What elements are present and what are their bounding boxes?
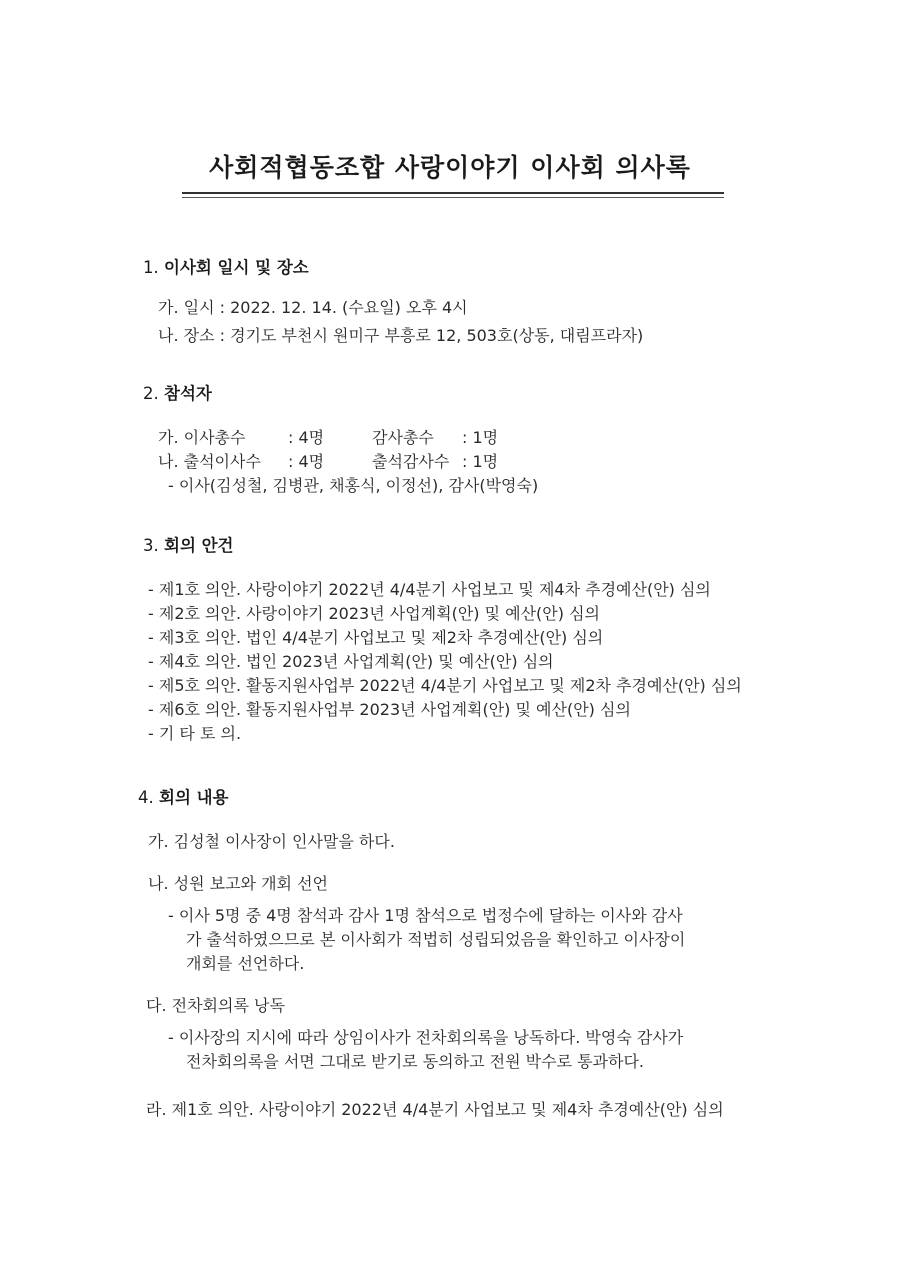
present-directors-value: : 4명 [288, 452, 325, 471]
agenda-item-5: - 제5호 의안. 활동지원사업부 2022년 4/4분기 사업보고 및 제2차 추경예산(안) 심의 [148, 676, 742, 695]
content-na-detail-line-2: 가 출석하였으므로 본 이사회가 적법히 성립되었음을 확인하고 이사장이 [186, 930, 686, 949]
document-title: 사회적협동조합 사랑이야기 이사회 의사록 [209, 153, 691, 182]
agenda-item-2: - 제2호 의안. 사랑이야기 2023년 사업계획(안) 및 예산(안) 심의 [148, 604, 600, 623]
section-1-heading [143, 258, 309, 278]
present-auditors-label: 출석감사수 [372, 452, 450, 471]
content-item-ra: 라. 제1호 의안. 사랑이야기 2022년 4/4분기 사업보고 및 제4차 추경예산(안) 심의 [146, 1100, 724, 1119]
content-na-detail-line-3: 개회를 선언하다. [186, 954, 305, 973]
section-4-title: 회의 내용 [159, 788, 229, 807]
content-item-na: 나. 성원 보고와 개회 선언 [148, 874, 328, 893]
title-underline [182, 192, 724, 194]
content-item-ga: 가. 김성철 이사장이 인사말을 하다. [148, 832, 395, 851]
agenda-item-other: - 기 타 토 의. [148, 724, 242, 743]
content-da-detail-line-2: 전차회의록을 서면 그대로 받기로 동의하고 전원 박수로 통과하다. [186, 1052, 645, 1071]
agenda-item-6: - 제6호 의안. 활동지원사업부 2023년 사업계획(안) 및 예산(안) 심의 [148, 700, 631, 719]
content-item-da: 다. 전차회의록 낭독 [146, 996, 285, 1015]
section-3-heading [143, 536, 234, 556]
content-da-detail-line-1: - 이사장의 지시에 따라 상임이사가 전차회의록을 낭독하다. 박영숙 감사가 [168, 1028, 684, 1047]
agenda-item-1: - 제1호 의안. 사랑이야기 2022년 4/4분기 사업보고 및 제4차 추경예산(안) 심의 [148, 580, 711, 599]
total-directors-value: : 4명 [288, 428, 325, 447]
section-1-title: 이사회 일시 및 장소 [164, 258, 309, 277]
section-2-title: 참석자 [164, 384, 212, 403]
present-directors-label: 나. 출석이사수 [158, 452, 261, 471]
meeting-date: 가. 일시 : 2022. 12. 14. (수요일) 오후 4시 [158, 298, 468, 317]
section-2-heading [143, 384, 212, 404]
total-auditors-value: : 1명 [462, 428, 499, 447]
total-directors-label: 가. 이사총수 [158, 428, 246, 447]
title-underline-secondary [182, 197, 724, 198]
present-auditors-value: : 1명 [462, 452, 499, 471]
agenda-item-4: - 제4호 의안. 법인 2023년 사업계획(안) 및 예산(안) 심의 [148, 652, 554, 671]
attendee-names: - 이사(김성철, 김병관, 채홍식, 이정선), 감사(박영숙) [168, 476, 539, 495]
section-4-number: 4. [138, 788, 154, 807]
section-3-number: 3. [143, 536, 159, 555]
meeting-place: 나. 장소 : 경기도 부천시 원미구 부흥로 12, 503호(상동, 대림프라자) [158, 326, 644, 345]
section-4-heading [138, 788, 229, 808]
section-2-number: 2. [143, 384, 159, 403]
agenda-item-3: - 제3호 의안. 법인 4/4분기 사업보고 및 제2차 추경예산(안) 심의 [148, 628, 604, 647]
section-3-title: 회의 안건 [164, 536, 234, 555]
section-1-number: 1. [143, 258, 159, 277]
total-auditors-label: 감사총수 [372, 428, 434, 447]
content-na-detail-line-1: - 이사 5명 중 4명 참석과 감사 1명 참석으로 법정수에 달하는 이사와 감사 [168, 906, 683, 925]
